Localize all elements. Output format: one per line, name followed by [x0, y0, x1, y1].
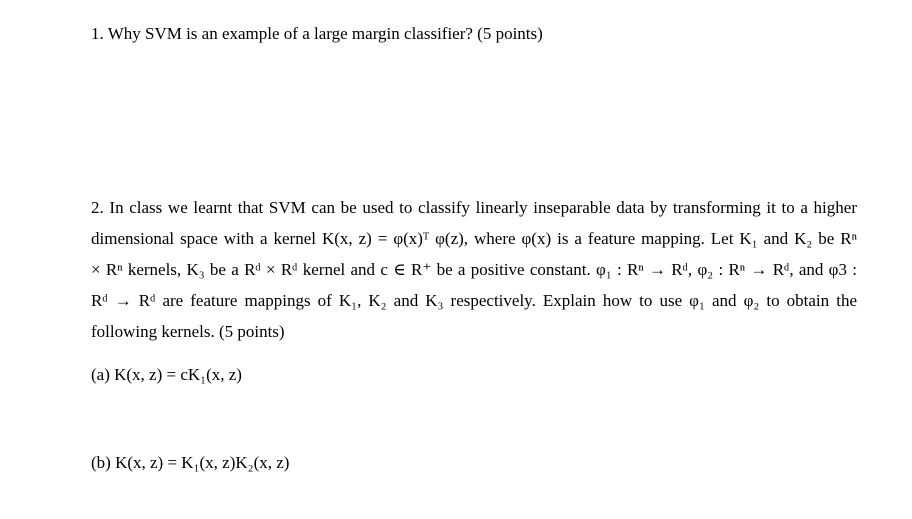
- question-2-line: × Rⁿ kernels, K₃ be a Rᵈ × Rᵈ kernel and c ∈ R⁺ be a positive constant. φ₁ : Rⁿ → Rᵈ, φ₂ : Rⁿ → Rᵈ, and φ3 :: [91, 260, 857, 279]
- question-2-line: following kernels. (5 points): [91, 322, 285, 341]
- question-2-part-a: (a) K(x, z) = cK₁(x, z): [91, 365, 242, 384]
- question-2-line: 2. In class we learnt that SVM can be used to classify linearly inseparable data by transforming it to a higher: [91, 198, 857, 217]
- question-2: [91, 192, 857, 347]
- question-1: 1. Why SVM is an example of a large margin classifier? (5 points): [91, 24, 543, 43]
- question-2-line: dimensional space with a kernel K(x, z) = φ(x)ᵀ φ(z), where φ(x) is a feature mapping. Let K₁ and K₂ be Rⁿ: [91, 229, 857, 248]
- question-2-line: Rᵈ → Rᵈ are feature mappings of K₁, K₂ and K₃ respectively. Explain how to use φ₁ and φ₂ to obtain the: [91, 291, 857, 310]
- question-2-part-b: (b) K(x, z) = K₁(x, z)K₂(x, z): [91, 453, 290, 472]
